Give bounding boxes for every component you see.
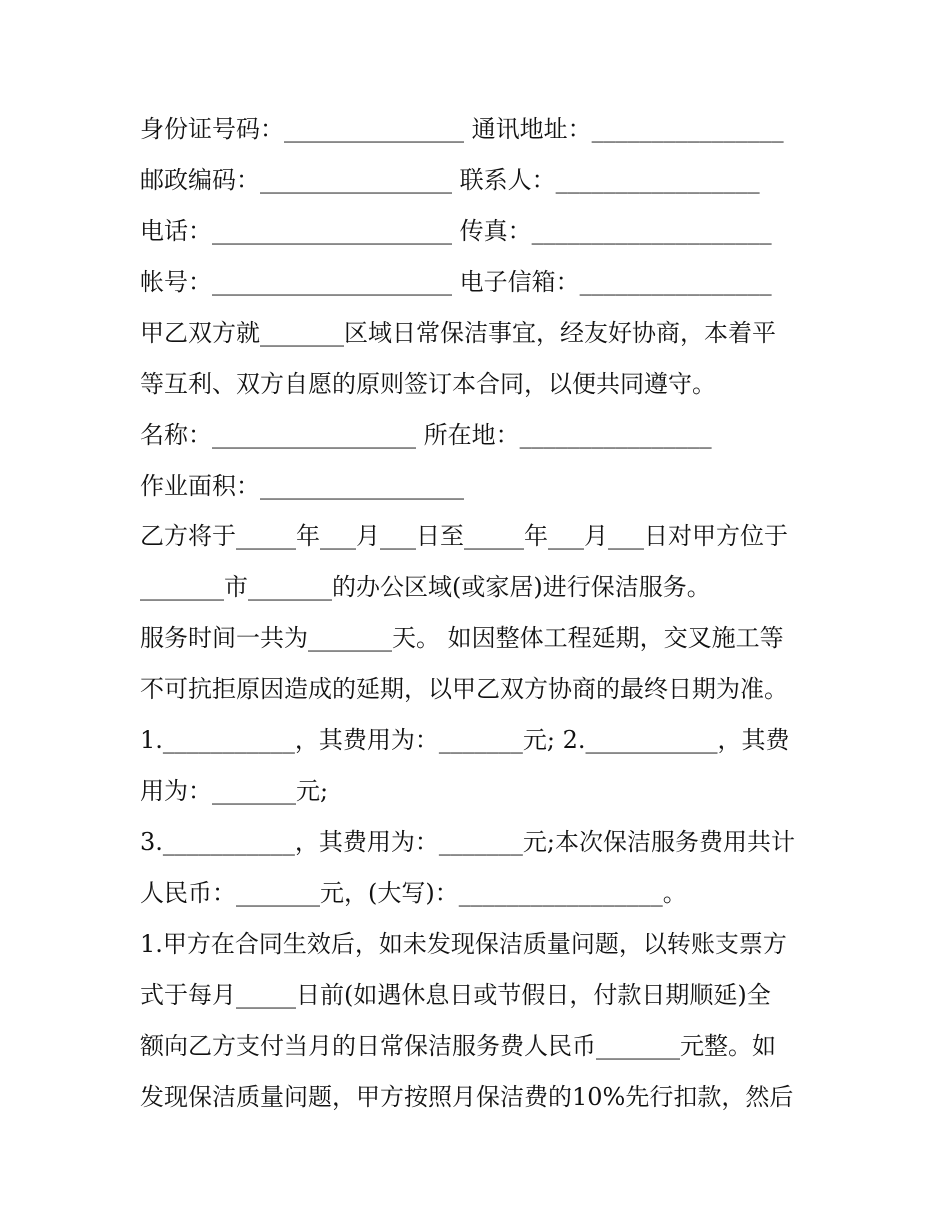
text-line: 发现保洁质量问题，甲方按照月保洁费的10%先行扣款，然后 [140, 1083, 794, 1111]
text-line: 式于每月_____日前(如遇休息日或节假日，付款日期顺延)全 [140, 981, 771, 1009]
text-line: 人民币：_______元，(大写)：_________________。 [140, 879, 687, 907]
text-line: 名称：_________________ 所在地：________________ [140, 421, 712, 449]
text-line: 不可抗拒原因造成的延期，以甲乙双方协商的最终日期为准。 [140, 675, 788, 703]
text-line: 1.甲方在合同生效后，如未发现保洁质量问题，以转账支票方 [140, 930, 787, 958]
text-line: 身份证号码：_______________ 通讯地址：________________ [140, 115, 784, 143]
text-line: 甲乙双方就_______区域日常保洁事宜，经友好协商，本着平 [140, 319, 776, 347]
text-line: 额向乙方支付当月的日常保洁服务费人民币_______元整。如 [140, 1032, 776, 1060]
text-line: 服务时间一共为_______天。 如因整体工程延期，交叉施工等 [140, 624, 784, 652]
text-line: 1.___________，其费用为：_______元; 2.___________，其费 [140, 726, 790, 754]
text-line: 等互利、双方自愿的原则签订本合同，以便共同遵守。 [140, 370, 716, 398]
text-line: 邮政编码：________________ 联系人：_________________ [140, 166, 760, 194]
text-line: 3.___________，其费用为：_______元;本次保洁服务费用共计 [140, 828, 795, 856]
text-line: 作业面积：_________________ [140, 472, 464, 500]
text-line: 帐号：____________________ 电子信箱：________________ [140, 268, 772, 296]
text-line: 乙方将于_____年___月___日至_____年___月___日对甲方位于 [140, 522, 788, 550]
text-line: _______市_______的办公区域(或家居)进行保洁服务。 [140, 573, 711, 601]
text-line: 用为：_______元; [140, 777, 329, 805]
text-line: 电话：____________________ 传真：____________________ [140, 217, 772, 245]
